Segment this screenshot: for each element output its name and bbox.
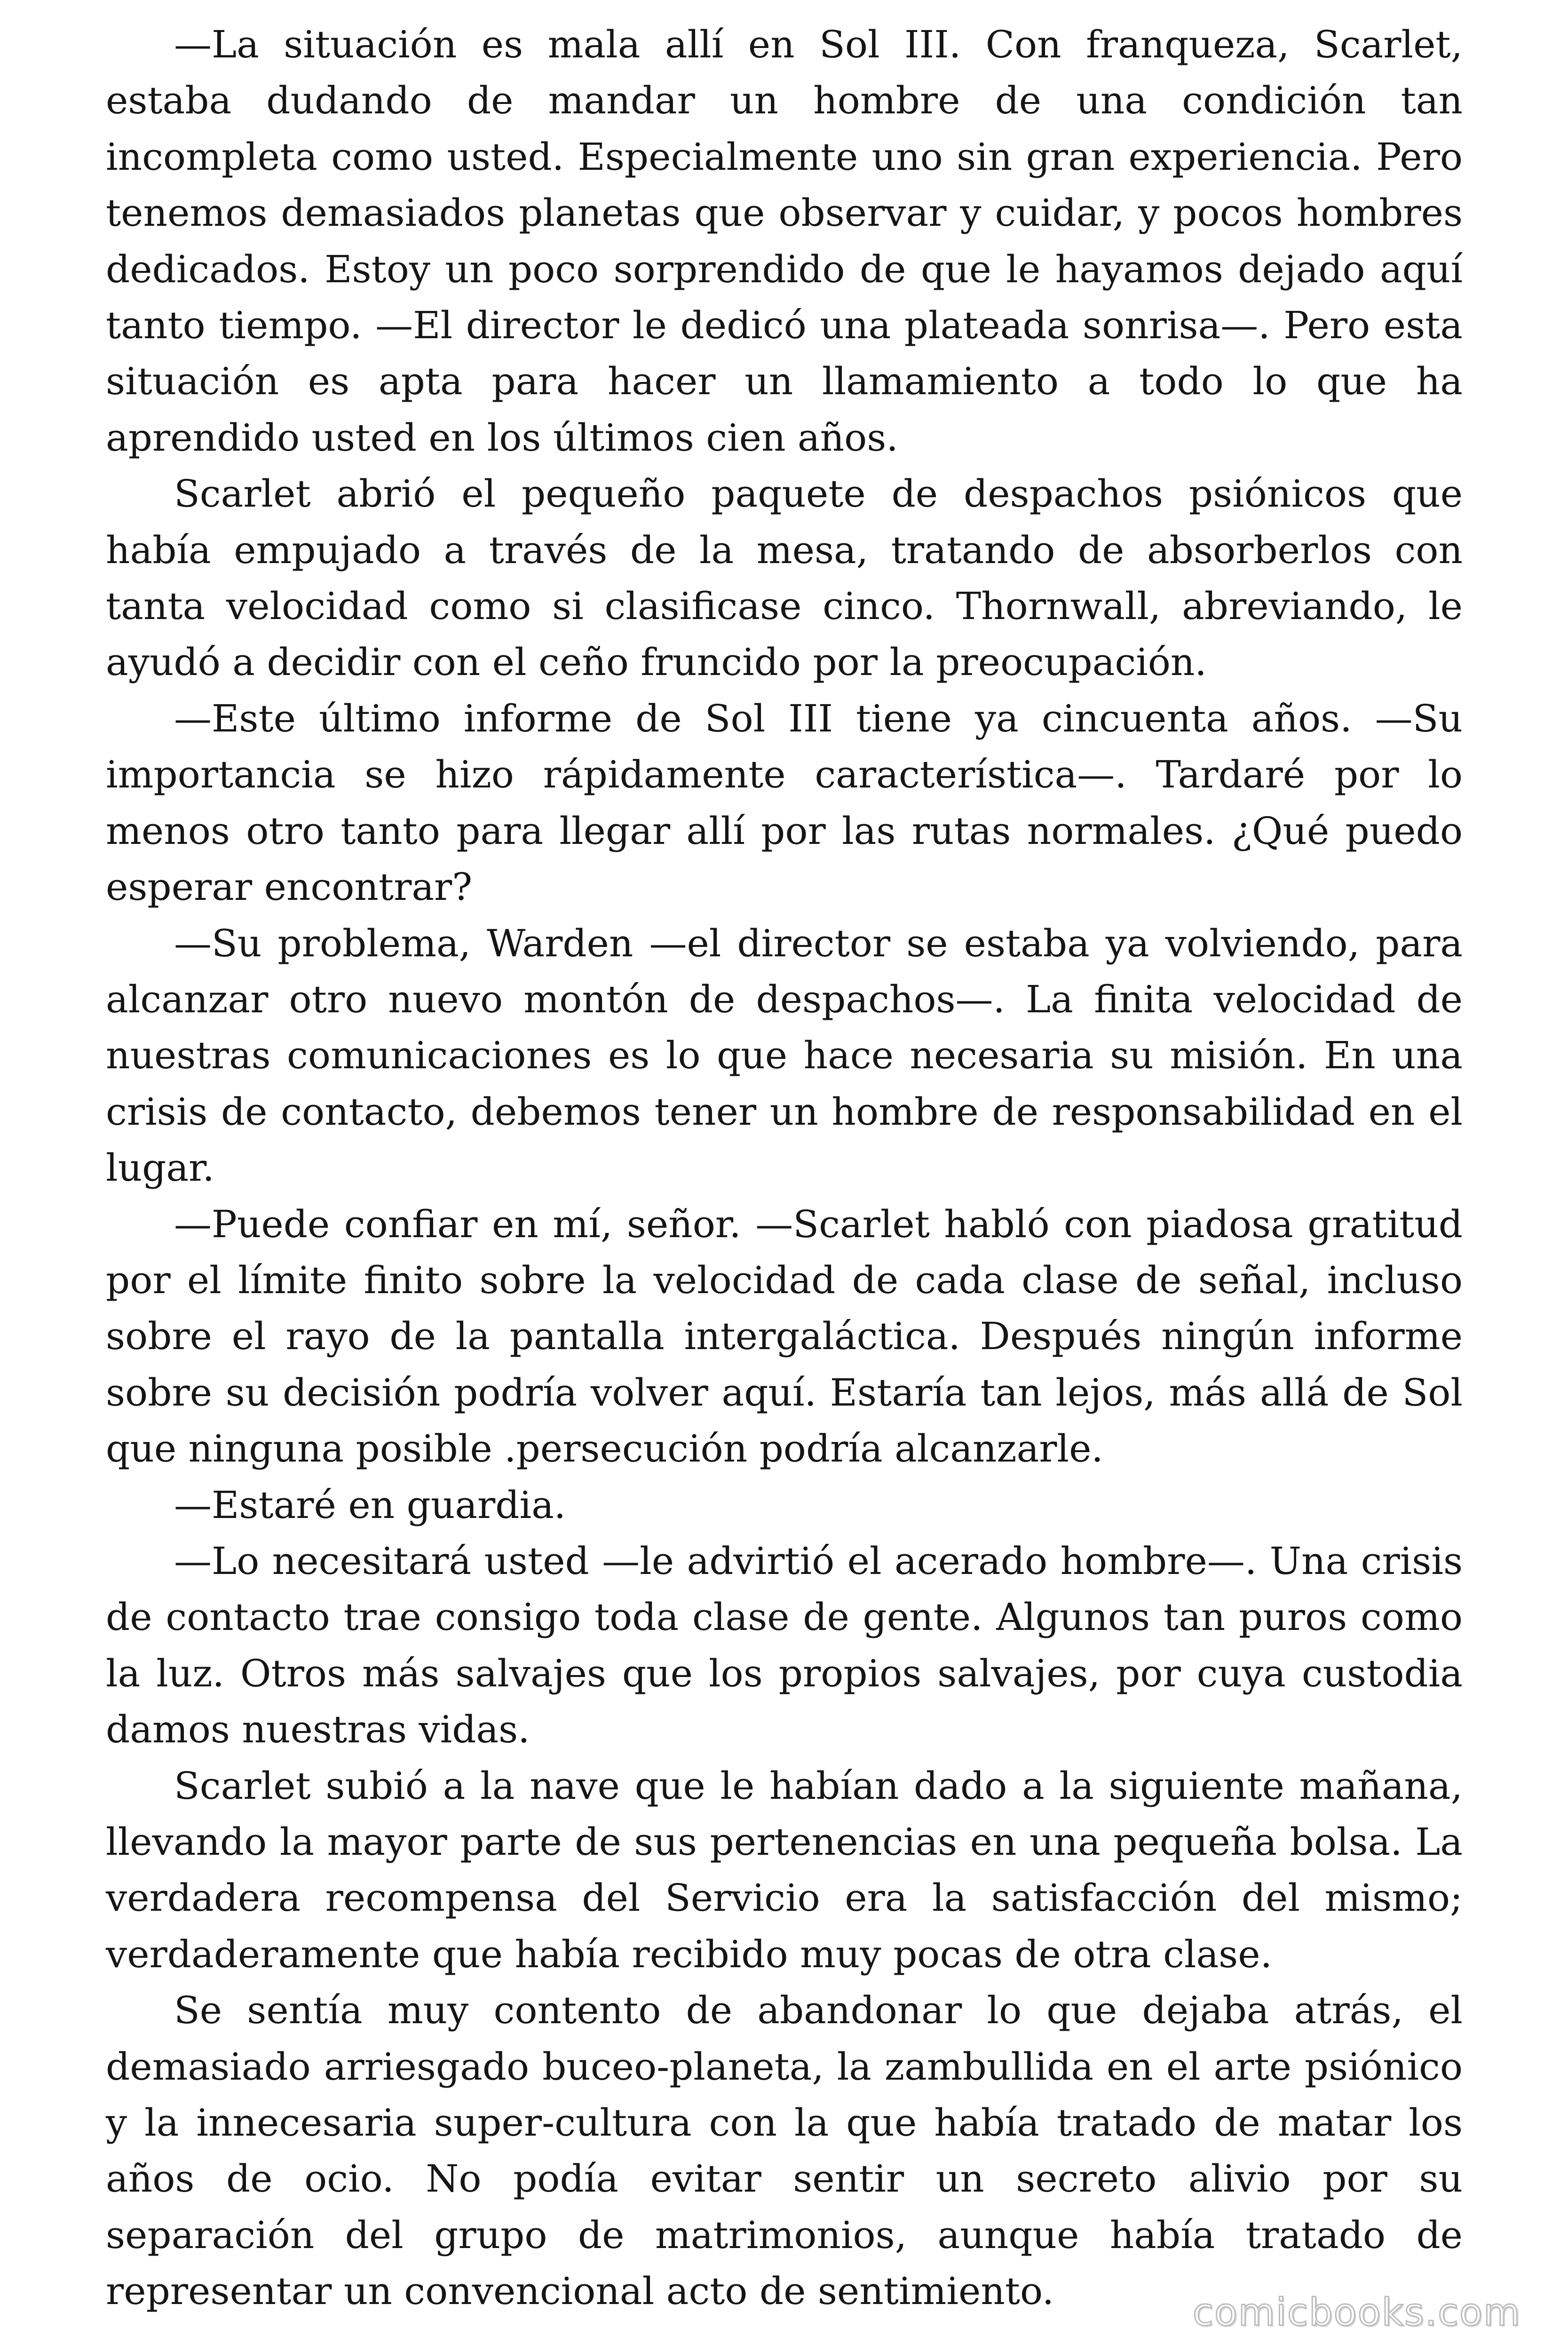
paragraph: —Este último informe de Sol III tiene ya cincuenta años. —Su importancia se hizo rápidamente característica—. Tardaré por lo menos otro tanto para llegar allí por las rutas normales. ¿Qué puedo esperar encontrar? (106, 696, 1463, 909)
watermark: comicbooks.com (1192, 2290, 1521, 2334)
paragraph: Scarlet subió a la nave que le habían dado a la siguiente mañana, llevando la mayor parte de sus pertenencias en una pequeña bolsa. La verdadera recompensa del Servicio era la satisfacción del mismo; verdaderamente que había recibido muy pocas de otra clase. (106, 1764, 1463, 1976)
paragraph: —Su problema, Warden —el director se estaba ya volviendo, para alcanzar otro nuevo montón de despachos—. La finita velocidad de nuestras comunicaciones es lo que hace necesaria su misión. En una crisis de contacto, debemos tener un hombre de responsabilidad en el lugar. (106, 921, 1463, 1190)
paragraph: —La situación es mala allí en Sol III. Con franqueza, Scarlet, estaba dudando de mandar un hombre de una condición tan incompleta como usted. Especialmente uno sin gran experiencia. Pero tenemos demasiados planetas que observar y cuidar, y pocos hombres dedicados. Estoy un poco sorprendido de que le hayamos dejado aquí tanto tiempo. —El director le dedicó una plateada sonrisa—. Pero esta situación es apta para hacer un llamamiento a todo lo que ha aprendido usted en los últimos cien años. (106, 23, 1463, 460)
page-body (106, 16, 1463, 2320)
paragraph: —Puede confiar en mí, señor. —Scarlet habló con piadosa gratitud por el límite finito sobre la velocidad de cada clase de señal, incluso sobre el rayo de la pantalla intergaláctica. Después ningún informe sobre su decisión podría volver aquí. Estaría tan lejos, más allá de Sol que ninguna posible .persecución podría alcanzarle. (106, 1202, 1463, 1471)
paragraph: —Lo necesitará usted —le advirtió el acerado hombre—. Una crisis de contacto trae consigo toda clase de gente. Algunos tan puros como la luz. Otros más salvajes que los propios salvajes, por cuya custodia damos nuestras vidas. (106, 1539, 1463, 1752)
paragraph: —Estaré en guardia. (174, 1483, 566, 1527)
paragraph: Se sentía muy contento de abandonar lo que dejaba atrás, el demasiado arriesgado buceo-planeta, la zambullida en el arte psiónico y la innecesaria super-cultura con la que había tratado de matar los años de ocio. No podía evitar sentir un secreto alivio por su separación del grupo de matrimonios, aunque había tratado de representar un convencional acto de sentimiento. (106, 1988, 1463, 2313)
paragraph: Scarlet abrió el pequeño paquete de despachos psiónicos que había empujado a través de la mesa, tratando de absorberlos con tanta velocidad como si clasificase cinco. Thornwall, abreviando, le ayudó a decidir con el ceño fruncido por la preocupación. (106, 472, 1463, 684)
